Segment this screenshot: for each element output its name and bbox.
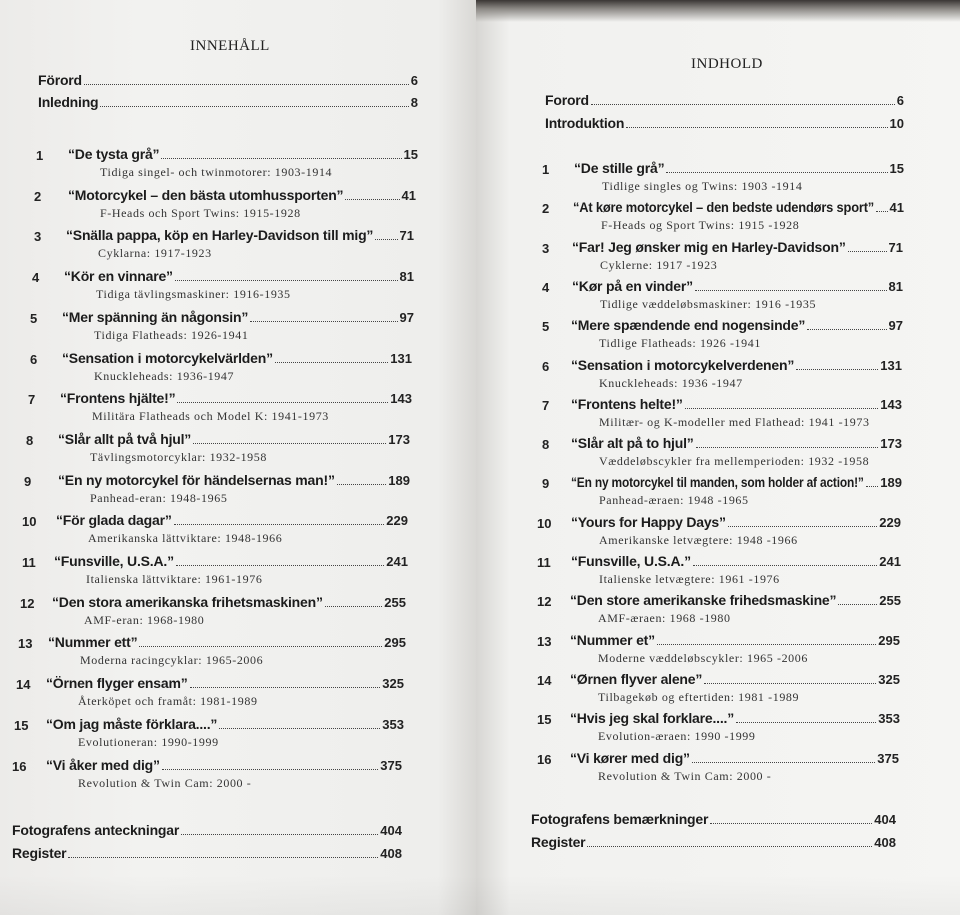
chapter-entry xyxy=(476,750,960,783)
chapter-entry xyxy=(0,757,476,790)
entry-title: “En ny motorcykel til manden, som holder af action!” xyxy=(571,474,864,490)
chapter-entry xyxy=(0,390,476,423)
chapter-number: 3 xyxy=(34,229,42,244)
left-page-shade xyxy=(0,875,476,915)
chapter-entry xyxy=(476,435,960,468)
chapter-number: 1 xyxy=(36,148,44,163)
dot-leader xyxy=(693,565,877,566)
entry-title: “Slår allt på två hjul” xyxy=(58,431,192,447)
chapter-subtitle: Cyklerne: 1917 -1923 xyxy=(600,258,718,272)
chapter-entry xyxy=(476,239,960,272)
left-heading: INNEHÅLL xyxy=(190,38,270,54)
chapter-subtitle: Cyklarna: 1917-1923 xyxy=(98,246,212,260)
chapter-subtitle: Tidiga tävlingsmaskiner: 1916-1935 xyxy=(96,287,291,301)
entry-title: “För glada dagar” xyxy=(56,512,172,528)
page-number: 189 xyxy=(388,473,410,488)
page-number: 143 xyxy=(880,397,902,412)
back-matter-entry xyxy=(0,845,476,865)
entry-title: “Funsville, U.S.A.” xyxy=(571,553,691,569)
chapter-entry xyxy=(476,199,960,232)
chapter-entry xyxy=(0,634,476,667)
chapter-entry xyxy=(476,317,960,350)
chapter-number: 13 xyxy=(18,636,33,651)
chapter-subtitle: Panhead-æraen: 1948 -1965 xyxy=(599,493,749,507)
chapter-subtitle: Knuckleheads: 1936-1947 xyxy=(94,369,235,383)
chapter-number: 4 xyxy=(32,270,40,285)
right-page xyxy=(476,0,960,915)
right-page-shade xyxy=(476,875,960,915)
dot-leader xyxy=(250,321,397,322)
entry-title: Fotografens bemærkninger xyxy=(531,811,709,827)
chapter-entry xyxy=(476,474,960,507)
page-number: 295 xyxy=(878,633,900,648)
chapter-number: 15 xyxy=(537,712,552,727)
chapter-entry xyxy=(0,716,476,749)
chapter-number: 16 xyxy=(537,752,552,767)
chapter-subtitle: Amerikanska lättviktare: 1948-1966 xyxy=(88,531,283,545)
dot-leader xyxy=(100,106,408,107)
chapter-subtitle: Moderne væddeløbscykler: 1965 -2006 xyxy=(598,651,808,665)
page-number: 41 xyxy=(889,200,904,215)
entry-title: “Ørnen flyver alene” xyxy=(570,671,703,687)
dot-leader xyxy=(345,199,399,200)
front-matter-entry xyxy=(0,94,476,114)
entry-title: Fotografens anteckningar xyxy=(12,822,180,838)
entry-title: “Slår alt på to hjul” xyxy=(571,435,694,451)
dot-leader xyxy=(626,127,887,128)
dot-leader xyxy=(175,280,398,281)
chapter-number: 8 xyxy=(26,433,34,448)
chapter-subtitle: Evolutioneran: 1990-1999 xyxy=(78,735,219,749)
chapter-entry xyxy=(0,553,476,586)
chapter-number: 8 xyxy=(542,437,550,452)
chapter-subtitle: Tidlige væddeløbsmaskiner: 1916 -1935 xyxy=(600,297,817,311)
chapter-subtitle: Knuckleheads: 1936 -1947 xyxy=(599,376,743,390)
page-number: 143 xyxy=(390,391,412,406)
page-number: 325 xyxy=(382,676,404,691)
chapter-subtitle: Militära Flatheads och Model K: 1941-1973 xyxy=(92,409,329,423)
entry-title: “Vi åker med dig” xyxy=(46,757,160,773)
dot-leader xyxy=(275,362,388,363)
dot-leader xyxy=(375,239,397,240)
dot-leader xyxy=(866,486,879,487)
chapter-entry xyxy=(476,553,960,586)
chapter-subtitle: Italienske letvægtere: 1961 -1976 xyxy=(599,572,780,586)
entry-title: Register xyxy=(531,834,586,850)
dot-leader xyxy=(685,408,879,409)
chapter-number: 7 xyxy=(542,398,550,413)
page-number: 8 xyxy=(410,95,418,110)
page-number: 295 xyxy=(384,635,406,650)
chapter-entry xyxy=(476,396,960,429)
chapter-entry xyxy=(476,710,960,743)
dot-leader xyxy=(176,565,384,566)
chapter-number: 7 xyxy=(28,392,36,407)
chapter-subtitle: F-Heads og Sport Twins: 1915 -1928 xyxy=(601,218,800,232)
dot-leader xyxy=(710,823,872,824)
chapter-number: 14 xyxy=(537,673,552,688)
page-number: 6 xyxy=(410,73,418,88)
chapter-number: 12 xyxy=(537,594,552,609)
chapter-number: 6 xyxy=(30,352,38,367)
page-number: 189 xyxy=(880,475,902,490)
chapter-subtitle: F-Heads och Sport Twins: 1915-1928 xyxy=(100,206,301,220)
chapter-subtitle: Tävlingsmotorcyklar: 1932-1958 xyxy=(90,450,267,464)
dot-leader xyxy=(692,762,875,763)
chapter-subtitle: Tidiga singel- och twinmotorer: 1903-1914 xyxy=(100,165,333,179)
entry-title: “En ny motorcykel för händelsernas man!” xyxy=(58,472,335,488)
chapter-subtitle: Tidiga Flatheads: 1926-1941 xyxy=(94,328,249,342)
chapter-number: 9 xyxy=(542,476,550,491)
page-number: 6 xyxy=(896,93,904,108)
front-matter-entry xyxy=(0,72,476,92)
front-matter-entry xyxy=(476,115,960,135)
entry-title: “Frontens helte!” xyxy=(571,396,683,412)
chapter-entry xyxy=(476,592,960,625)
page-number: 353 xyxy=(382,717,404,732)
entry-title: “Örnen flyger ensam” xyxy=(46,675,188,691)
chapter-subtitle: Amerikanske letvægtere: 1948 -1966 xyxy=(599,533,798,547)
left-page xyxy=(0,0,476,915)
page-number: 408 xyxy=(874,835,896,850)
chapter-number: 5 xyxy=(30,311,38,326)
entry-title: “Funsville, U.S.A.” xyxy=(54,553,174,569)
dot-leader xyxy=(587,846,872,847)
chapter-subtitle: Revolution & Twin Cam: 2000 - xyxy=(598,769,772,783)
chapter-entry xyxy=(0,350,476,383)
entry-title: “Hvis jeg skal forklare....” xyxy=(570,710,735,726)
dot-leader xyxy=(190,687,381,688)
page-number: 375 xyxy=(380,758,402,773)
page-number: 353 xyxy=(878,711,900,726)
chapter-entry xyxy=(0,268,476,301)
entry-title: “De stille grå” xyxy=(574,160,665,176)
page-number: 375 xyxy=(877,751,899,766)
chapter-subtitle: Revolution & Twin Cam: 2000 - xyxy=(78,776,252,790)
page-number: 255 xyxy=(879,593,901,608)
dot-leader xyxy=(696,447,879,448)
chapter-number: 12 xyxy=(20,596,35,611)
page-number: 325 xyxy=(878,672,900,687)
chapter-number: 16 xyxy=(12,759,27,774)
page-number: 71 xyxy=(399,228,414,243)
chapter-subtitle: Panhead-eran: 1948-1965 xyxy=(90,491,228,505)
chapter-entry xyxy=(0,146,476,179)
dot-leader xyxy=(591,104,895,105)
page-number: 15 xyxy=(889,161,904,176)
chapter-number: 6 xyxy=(542,359,550,374)
dot-leader xyxy=(181,834,378,835)
page-number: 10 xyxy=(889,116,904,131)
dot-leader xyxy=(704,683,876,684)
chapter-entry xyxy=(0,472,476,505)
chapter-entry xyxy=(0,594,476,627)
entry-title: Introduktion xyxy=(545,115,625,131)
dot-leader xyxy=(193,443,386,444)
dot-leader xyxy=(838,604,877,605)
chapter-number: 11 xyxy=(22,555,36,570)
chapter-subtitle: AMF-æraen: 1968 -1980 xyxy=(598,611,731,625)
entry-title: “Motorcykel – den bästa utomhussporten” xyxy=(68,187,344,203)
entry-title: “Yours for Happy Days” xyxy=(571,514,726,530)
page-number: 229 xyxy=(879,515,901,530)
entry-title: Inledning xyxy=(38,94,99,110)
chapter-number: 3 xyxy=(542,241,550,256)
dot-leader xyxy=(174,524,385,525)
dot-leader xyxy=(325,606,383,607)
chapter-subtitle: Tidlige singles og Twins: 1903 -1914 xyxy=(602,179,803,193)
entry-title: “Kör en vinnare” xyxy=(64,268,173,284)
chapter-subtitle: Återköpet och framåt: 1981-1989 xyxy=(78,694,258,708)
dot-leader xyxy=(337,484,387,485)
entry-title: “Om jag måste förklara....” xyxy=(46,716,218,732)
entry-title: “Den store amerikanske frihedsmaskine” xyxy=(570,592,837,608)
entry-title: “At køre motorcykel – den bedste udendørs sport” xyxy=(573,199,875,215)
chapter-subtitle: Tidlige Flatheads: 1926 -1941 xyxy=(599,336,761,350)
dot-leader xyxy=(84,84,409,85)
page-number: 173 xyxy=(388,432,410,447)
entry-title: “Vi kører med dig” xyxy=(570,750,690,766)
chapter-number: 2 xyxy=(34,189,42,204)
dot-leader xyxy=(177,402,388,403)
page-number: 97 xyxy=(888,318,903,333)
chapter-number: 2 xyxy=(542,201,550,216)
chapter-entry xyxy=(0,512,476,545)
entry-title: “Mer spänning än någonsin” xyxy=(62,309,249,325)
entry-title: Forord xyxy=(545,92,589,108)
dot-leader xyxy=(139,646,382,647)
dot-leader xyxy=(666,172,887,173)
page-number: 404 xyxy=(380,823,402,838)
entry-title: “Mere spændende end nogensinde” xyxy=(571,317,806,333)
entry-title: “De tysta grå” xyxy=(68,146,160,162)
chapter-entry xyxy=(476,671,960,704)
dot-leader xyxy=(876,211,887,212)
dot-leader xyxy=(848,251,887,252)
chapter-number: 5 xyxy=(542,319,550,334)
entry-title: “Nummer et” xyxy=(570,632,655,648)
entry-title: “Sensation i motorcykelverdenen” xyxy=(571,357,795,373)
page-number: 131 xyxy=(390,351,412,366)
chapter-number: 13 xyxy=(537,634,552,649)
page-number: 131 xyxy=(880,358,902,373)
entry-title: “Den stora amerikanska frihetsmaskinen” xyxy=(52,594,323,610)
page-number: 71 xyxy=(888,240,903,255)
chapter-entry xyxy=(0,675,476,708)
dot-leader xyxy=(219,728,380,729)
right-heading: INDHOLD xyxy=(691,56,763,72)
entry-title: “Kør på en vinder” xyxy=(572,278,693,294)
entry-title: “Nummer ett” xyxy=(48,634,138,650)
chapter-number: 4 xyxy=(542,280,550,295)
chapter-subtitle: AMF-eran: 1968-1980 xyxy=(84,613,205,627)
page-number: 404 xyxy=(874,812,896,827)
chapter-subtitle: Militær- og K-modeller med Flathead: 1941 -1973 xyxy=(599,415,870,429)
page-number: 241 xyxy=(879,554,901,569)
page-number: 229 xyxy=(386,513,408,528)
page-number: 173 xyxy=(880,436,902,451)
chapter-entry xyxy=(476,514,960,547)
chapter-subtitle: Moderna racingcyklar: 1965-2006 xyxy=(80,653,264,667)
dot-leader xyxy=(695,290,887,291)
entry-title: Förord xyxy=(38,72,82,88)
front-matter-entry xyxy=(476,92,960,112)
dot-leader xyxy=(68,857,378,858)
chapter-number: 11 xyxy=(537,555,551,570)
dot-leader xyxy=(807,329,886,330)
dot-leader xyxy=(796,369,878,370)
chapter-subtitle: Væddeløbscykler fra mellemperioden: 1932 -1958 xyxy=(599,454,870,468)
back-matter-entry xyxy=(476,834,960,854)
chapter-entry xyxy=(0,187,476,220)
page-number: 241 xyxy=(386,554,408,569)
dot-leader xyxy=(162,769,378,770)
entry-title: “Frontens hjälte!” xyxy=(60,390,176,406)
page-number: 41 xyxy=(401,188,416,203)
chapter-entry xyxy=(476,632,960,665)
page-number: 408 xyxy=(380,846,402,861)
chapter-entry xyxy=(0,309,476,342)
entry-title: “Far! Jeg ønsker mig en Harley-Davidson” xyxy=(572,239,846,255)
chapter-subtitle: Italienska lättviktare: 1961-1976 xyxy=(86,572,263,586)
dot-leader xyxy=(161,158,401,159)
chapter-subtitle: Evolution-æraen: 1990 -1999 xyxy=(598,729,756,743)
page-number: 81 xyxy=(399,269,414,284)
chapter-number: 15 xyxy=(14,718,29,733)
chapter-number: 10 xyxy=(22,514,37,529)
chapter-entry xyxy=(476,278,960,311)
dot-leader xyxy=(728,526,877,527)
chapter-number: 14 xyxy=(16,677,31,692)
back-matter-entry xyxy=(0,822,476,842)
chapter-entry xyxy=(0,431,476,464)
chapter-entry xyxy=(476,357,960,390)
chapter-subtitle: Tilbagekøb og eftertiden: 1981 -1989 xyxy=(598,690,800,704)
chapter-entry xyxy=(476,160,960,193)
entry-title: “Sensation i motorcykelvärlden” xyxy=(62,350,273,366)
back-matter-entry xyxy=(476,811,960,831)
chapter-number: 9 xyxy=(24,474,32,489)
chapter-number: 10 xyxy=(537,516,552,531)
dot-leader xyxy=(736,722,876,723)
page-number: 255 xyxy=(384,595,406,610)
chapter-entry xyxy=(0,227,476,260)
page-number: 15 xyxy=(403,147,418,162)
page-number: 81 xyxy=(888,279,903,294)
chapter-number: 1 xyxy=(542,162,550,177)
entry-title: “Snälla pappa, köp en Harley-Davidson till mig” xyxy=(66,227,374,243)
page-number: 97 xyxy=(399,310,414,325)
entry-title: Register xyxy=(12,845,67,861)
dot-leader xyxy=(657,644,876,645)
